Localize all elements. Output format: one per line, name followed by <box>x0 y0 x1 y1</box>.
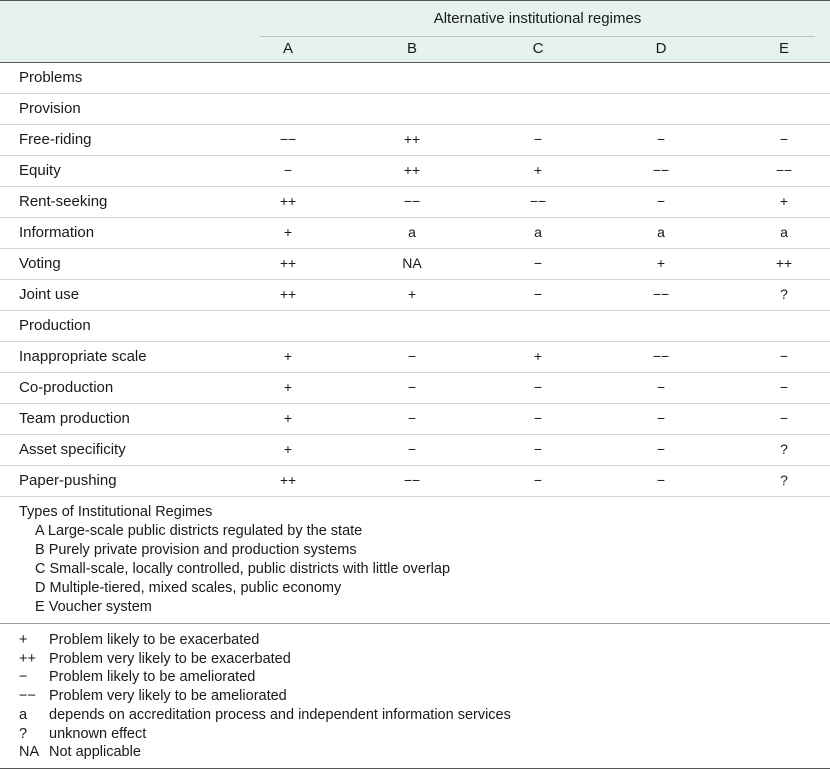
table-cell: ? <box>780 286 788 302</box>
legend-text: Problem likely to be exacerbated <box>49 632 260 648</box>
table-cell: ++ <box>775 255 793 271</box>
table-row <box>0 342 830 373</box>
table-cell: − <box>533 441 543 457</box>
row-label: Inappropriate scale <box>19 348 147 365</box>
table-row <box>0 249 830 280</box>
legend-symbol: −− <box>19 688 36 705</box>
table-header <box>0 0 830 63</box>
row-label: Equity <box>19 162 61 179</box>
column-group-title: Alternative institutional regimes <box>433 10 642 27</box>
table-cell: + <box>533 348 543 364</box>
table-row <box>0 404 830 435</box>
table-cell: −− <box>652 162 670 178</box>
table-cell: ++ <box>279 255 297 271</box>
regime-types-title: Types of Institutional Regimes <box>19 504 213 520</box>
table-cell: − <box>407 441 417 457</box>
table-cell: − <box>656 379 666 395</box>
legend-text: depends on accreditation process and independent information services <box>49 706 511 723</box>
legend-text: Not applicable <box>49 744 141 761</box>
row-label: Rent-seeking <box>19 193 108 210</box>
table-cell: −− <box>652 348 670 364</box>
legend-item <box>19 706 830 725</box>
column-group-rule <box>260 36 815 37</box>
table-cell: ? <box>780 472 788 488</box>
legend-text: Problem likely to be ameliorated <box>49 669 256 686</box>
table-row <box>0 373 830 404</box>
legend-text: Problem very likely to be exacerbated <box>49 650 291 667</box>
regime-type-item: E Voucher system <box>35 599 152 615</box>
table-cell: − <box>656 131 666 147</box>
legend-item <box>19 631 830 650</box>
table-cell: − <box>533 410 543 426</box>
table-row <box>0 218 830 249</box>
table-row <box>0 187 830 218</box>
legend-item <box>19 687 830 706</box>
table-cell: ++ <box>279 193 297 209</box>
table-cell: ++ <box>403 162 421 178</box>
row-label: Paper-pushing <box>19 472 117 489</box>
legend-item <box>19 725 830 744</box>
table-cell: −− <box>775 162 793 178</box>
table-row <box>0 311 830 342</box>
row-label: Joint use <box>19 286 80 303</box>
row-label: Production <box>19 317 91 334</box>
table-cell: − <box>283 162 293 178</box>
table-cell: − <box>656 472 666 488</box>
table-cell: + <box>656 255 666 271</box>
table-cell: − <box>779 131 789 147</box>
table-cell: −− <box>279 131 297 147</box>
table-cell: − <box>407 379 417 395</box>
legend-symbol: − <box>19 669 28 686</box>
table-cell: ++ <box>279 472 297 488</box>
column-header-c: C <box>532 40 544 57</box>
table-cell: − <box>779 348 789 364</box>
table-cell: + <box>283 348 293 364</box>
table-cell: + <box>283 441 293 457</box>
table-cell: − <box>656 410 666 426</box>
table-cell: −− <box>529 193 547 209</box>
column-header-d: D <box>655 40 667 57</box>
column-header-a: A <box>282 40 293 57</box>
table-cell: − <box>533 255 543 271</box>
symbol-legend <box>0 624 830 769</box>
regime-type-item: B Purely private provision and production systems <box>35 542 357 558</box>
legend-symbol: NA <box>19 744 40 761</box>
table-cell: a <box>780 224 788 240</box>
table-cell: ++ <box>403 131 421 147</box>
table-cell: + <box>283 379 293 395</box>
table-cell: − <box>533 472 543 488</box>
regime-types-note <box>0 497 830 624</box>
row-label: Asset specificity <box>19 441 126 458</box>
table-cell: − <box>779 410 789 426</box>
legend-symbol: a <box>19 706 28 723</box>
table-cell: ++ <box>279 286 297 302</box>
row-label: Voting <box>19 255 61 272</box>
legend-item <box>19 743 830 762</box>
legend-item <box>19 668 830 687</box>
table-cell: a <box>534 224 542 240</box>
table-cell: + <box>407 286 417 302</box>
table-cell: NA <box>402 255 422 271</box>
table-row <box>0 435 830 466</box>
table-cell: − <box>407 410 417 426</box>
table-cell: + <box>779 193 789 209</box>
row-label: Co-production <box>19 379 114 396</box>
table-cell: − <box>407 348 417 364</box>
table-cell: − <box>656 193 666 209</box>
legend-symbol: + <box>19 632 28 648</box>
table-row <box>0 280 830 311</box>
table-cell: −− <box>652 286 670 302</box>
table-cell: −− <box>403 193 421 209</box>
row-label: Information <box>19 224 95 241</box>
table-cell: + <box>533 162 543 178</box>
column-header-e: E <box>778 40 789 57</box>
row-label: Problems <box>19 69 83 86</box>
table-body <box>0 63 830 497</box>
table-row <box>0 125 830 156</box>
column-header-b: B <box>406 40 417 57</box>
row-label: Provision <box>19 100 81 117</box>
regime-type-item: D Multiple-tiered, mixed scales, public economy <box>35 580 342 596</box>
table-cell: −− <box>403 472 421 488</box>
legend-item <box>19 650 830 669</box>
table-row <box>0 156 830 187</box>
legend-symbol: ++ <box>19 650 36 667</box>
table-cell: − <box>533 379 543 395</box>
table-cell: + <box>283 224 293 240</box>
legend-symbol: ? <box>19 725 28 742</box>
table-cell: ? <box>780 441 788 457</box>
row-label: Free-riding <box>19 131 92 148</box>
table-cell: a <box>408 224 416 240</box>
row-label: Team production <box>19 410 130 427</box>
table-cell: a <box>657 224 665 240</box>
table-cell: − <box>656 441 666 457</box>
legend-text: Problem very likely to be ameliorated <box>49 688 287 705</box>
table-row <box>0 94 830 125</box>
legend-text: unknown effect <box>49 725 147 742</box>
table-row <box>0 63 830 94</box>
table-row <box>0 466 830 497</box>
table-cell: − <box>533 131 543 147</box>
regime-type-item: A Large-scale public districts regulated by the state <box>35 523 363 539</box>
regime-type-item: C Small-scale, locally controlled, public districts with little overlap <box>35 561 451 577</box>
table-cell: + <box>283 410 293 426</box>
table-cell: − <box>533 286 543 302</box>
table-cell: − <box>779 379 789 395</box>
